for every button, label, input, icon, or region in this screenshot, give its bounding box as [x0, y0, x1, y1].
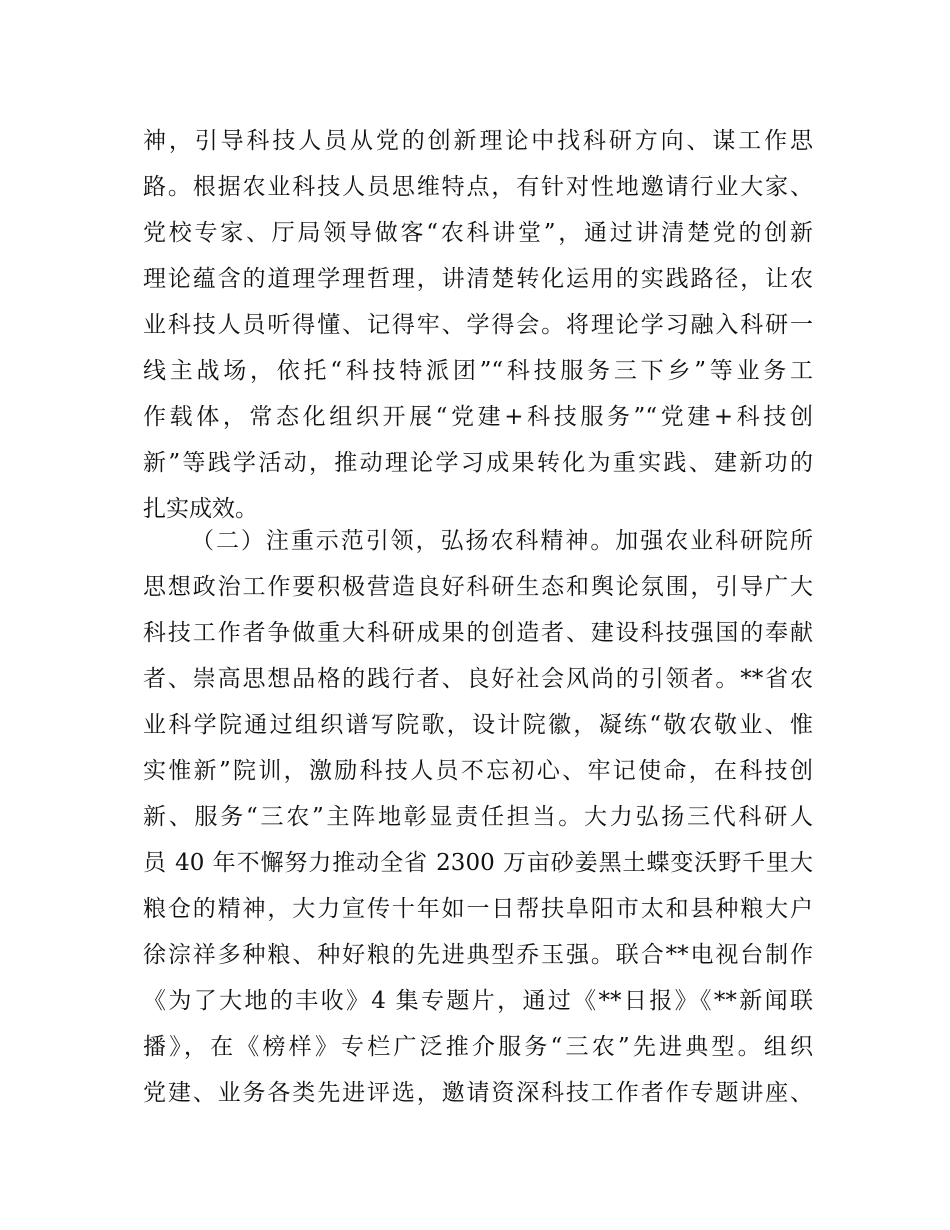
text-line: 《为了大地的丰收》4 集专题片，通过《**日报》《**新闻联 [143, 988, 813, 1014]
text-line: 党建、业务各类先进评选，邀请资深科技工作者作专题讲座、 [143, 1080, 813, 1106]
text-line: 者、崇高思想品格的践行者、良好社会风尚的引领者。**省农 [143, 666, 813, 692]
paragraph-role-models [143, 518, 813, 1116]
text-line: 扎实成效。 [143, 496, 258, 522]
text-line: 业科技人员听得懂、记得牢、学得会。将理论学习融入科研一 [143, 312, 813, 338]
text-line: 实惟新”院训，激励科技人员不忘初心、牢记使命，在科技创 [143, 758, 813, 784]
text-line: 粮仓的精神，大力宣传十年如一日帮扶阜阳市太和县种粮大户 [143, 896, 813, 922]
text-line: 理论蕴含的道理学理哲理，讲清楚转化运用的实践路径，让农 [143, 266, 813, 292]
text-line: 神，引导科技人员从党的创新理论中找科研方向、谋工作思 [143, 128, 813, 154]
text-line: 新、服务“三农”主阵地彰显责任担当。大力弘扬三代科研人 [143, 804, 813, 830]
text-line: 思想政治工作要积极营造良好科研生态和舆论氛围，引导广大 [143, 574, 813, 600]
text-line: 播》，在《榜样》专栏广泛推介服务“三农”先进典型。组织 [143, 1034, 813, 1060]
section-heading-line: （二）注重示范引领，弘扬农科精神。加强农业科研院所 [191, 528, 813, 554]
text-line: 新”等践学活动，推动理论学习成果转化为重实践、建新功的 [143, 450, 813, 476]
text-line: 科技工作者争做重大科研成果的创造者、建设科技强国的奉献 [143, 620, 813, 646]
text-line: 员 40 年不懈努力推动全省 2300 万亩砂姜黑土蝶变沃野千里大 [143, 850, 813, 876]
text-line: 路。根据农业科技人员思维特点，有针对性地邀请行业大家、 [143, 174, 813, 200]
text-line: 徐淙祥多种粮、种好粮的先进典型乔玉强。联合**电视台制作 [143, 942, 813, 968]
text-line: 业科学院通过组织谱写院歌，设计院徽，凝练“敬农敬业、惟 [143, 712, 813, 738]
text-line: 线主战场，依托“科技特派团”“科技服务三下乡”等业务工 [143, 358, 813, 384]
text-line: 作载体，常态化组织开展“党建+科技服务”“党建+科技创 [143, 404, 813, 430]
paragraph-theory-study [143, 118, 813, 532]
text-line: 党校专家、厅局领导做客“农科讲堂”，通过讲清楚党的创新 [143, 220, 813, 246]
